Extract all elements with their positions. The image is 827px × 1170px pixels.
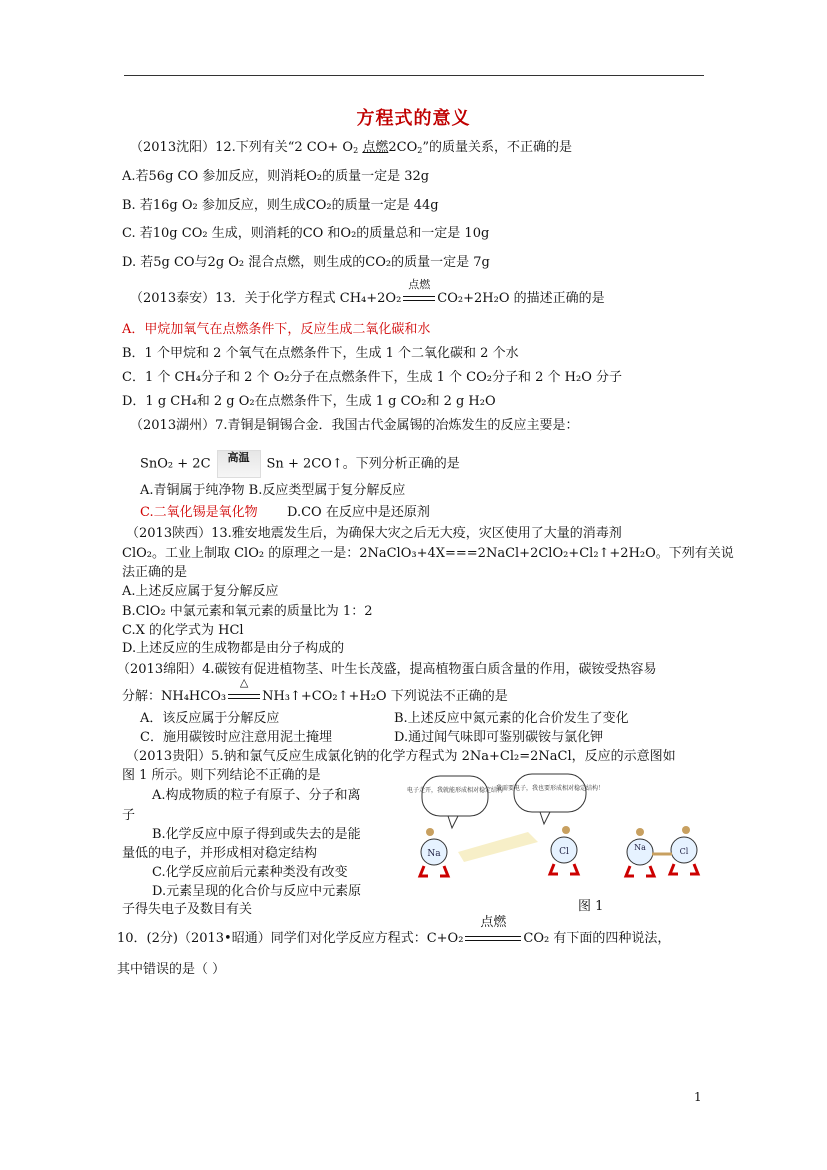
q2-option-c: C．1 个 CH₄分子和 2 个 O₂分子在点燃条件下，生成 1 个 CO₂分子和 2 个 H₂O 分子 (122, 370, 623, 385)
q6-option-d-line1: D.元素呈现的化合价与反应中元素原 (152, 884, 362, 899)
page-title: 方程式的意义 (356, 108, 471, 129)
q6-stem-line2: 图 1 所示。则下列结论不正确的是 (122, 768, 321, 783)
q2-option-b: B．1 个甲烷和 2 个氧气在点燃条件下，生成 1 个二氧化碳和 2 个水 (122, 346, 519, 361)
q4-option-a: A.上述反应属于复分解反应 (122, 584, 279, 599)
q5-stem-line2: 分解：NH₄HCO₃ △ NH₃↑+CO₂↑+H₂O 下列说法不正确的是 (122, 676, 508, 704)
q6-option-d-line2: 子得失电子及数目有关 (122, 902, 253, 917)
bubble-right-text: 我需要电子，我也要形成相对稳定结构！ (495, 785, 605, 792)
q4-stem-line3: 法正确的是 (122, 565, 188, 580)
q7-stem-line1: 10．(2分)（2013•昭通）同学们对化学反应方程式：C+O₂ 点燃 CO₂ 有下面的四种说法， (117, 915, 671, 946)
q6-option-b-line2: 量低的电子，并形成相对稳定结构 (122, 846, 318, 861)
bubble-left-text: 电子走开，我就能形成相对稳定结构 (406, 787, 504, 794)
q7-stem-line2: 其中错误的是（ ） (117, 962, 226, 977)
q6-stem-line1: （2013贵阳）5.钠和氯气反应生成氯化钠的化学方程式为 2Na+Cl₂=2NaCl，反应的示意图如 (126, 749, 676, 764)
q4-option-b: B.ClO₂ 中氯元素和氧元素的质量比为 1：2 (122, 604, 373, 619)
figure-1-illustration (406, 772, 714, 884)
q3-stem: （2013湖州）7.青铜是铜锡合金．我国古代金属锡的冶炼发生的反应主要是： (130, 418, 579, 433)
q5-option-b: B.上述反应中氮元素的化合价发生了变化 (394, 711, 629, 726)
q2-option-d: D．1 g CH₄和 2 g O₂在点燃条件下，生成 1 g CO₂和 2 g H₂O (122, 394, 496, 409)
q1-option-d: D. 若5g CO与2g O₂ 混合点燃，则生成的CO₂的质量一定是 7g (122, 255, 490, 270)
q2-stem: （2013泰安）13．关于化学方程式 CH₄+2O₂ 点燃 CO₂+2H₂O 的描述正确的是 (130, 278, 605, 306)
pair-cl-label: Cl (679, 847, 689, 856)
q6-option-c: C.化学反应前后元素种类没有改变 (152, 865, 348, 880)
q3-equation: SnO₂ + 2C 高温 Sn + 2CO↑。下列分析正确的是 (140, 450, 460, 478)
q3-option-ab: A.青铜属于纯净物 B.反应类型属于复分解反应 (140, 483, 406, 498)
q6-option-a-line2: 子 (122, 808, 136, 823)
q1-option-b: B. 若16g O₂ 参加反应，则生成CO₂的质量一定是 44g (122, 198, 439, 213)
q3-option-d: D.CO 在反应中是还原剂 (287, 505, 430, 520)
q5-stem-line1: （2013绵阳）4.碳铵有促进植物茎、叶生长茂盛，提高植物蛋白质含量的作用，碳铵受热容易 (117, 662, 657, 677)
pair-na-label: Na (634, 843, 646, 852)
q5-option-a: A．该反应属于分解反应 (140, 711, 280, 726)
figure-caption: 图 1 (578, 899, 604, 914)
q1-option-c: C. 若10g CO₂ 生成，则消耗的CO 和O₂的质量总和一定是 10g (122, 226, 490, 241)
q2-condition: 点燃 (408, 278, 431, 291)
q7-condition: 点燃 (480, 915, 507, 930)
page-number: 1 (694, 1090, 702, 1104)
q4-option-c: C.X 的化学式为 HCl (122, 623, 244, 638)
q1-condition: 点燃 (362, 140, 389, 155)
q1-option-a: A.若56g CO 参加反应，则消耗O₂的质量一定是 32g (122, 169, 430, 184)
q4-stem-line2: ClO₂。工业上制取 ClO₂ 的原理之一是：2NaClO₃+4X===2NaCl+2ClO₂+Cl₂↑+2H₂O。下列有关说 (122, 546, 734, 561)
cl-atom-figure (550, 826, 578, 874)
q4-option-d: D.上述反应的生成物都是由分子构成的 (122, 641, 345, 656)
q3-condition: 高温 (217, 450, 261, 478)
q1-stem: （2013沈阳）12.下列有关“2 $CO+ O_2$ 点燃$2CO_2$”的质量关系，不正确的是 (130, 140, 572, 155)
q2-option-a: A．甲烷加氧气在点燃条件下，反应生成二氧化碳和水 (122, 322, 431, 337)
cl-label: Cl (559, 847, 569, 857)
q5-option-d: D.通过闻气味即可鉴别碳铵与氯化钾 (394, 730, 604, 745)
q6-option-b-line1: B.化学反应中原子得到或失去的是能 (152, 827, 361, 842)
header-rule (124, 75, 704, 76)
q5-option-c: C．施用碳铵时应注意用泥土掩埋 (140, 730, 332, 745)
q6-option-a-line1: A.构成物质的粒子有原子、分子和离 (152, 788, 361, 803)
nacl-pair-figure (626, 826, 698, 876)
na-label: Na (427, 849, 441, 859)
q4-stem-line1: （2013陕西）13.雅安地震发生后，为确保大灾之后无大疫，灾区使用了大量的消毒剂 (126, 526, 622, 541)
q5-condition: △ (239, 676, 249, 689)
q3-option-c: C.二氧化锡是氧化物 (140, 505, 258, 520)
na-atom-figure (420, 828, 448, 876)
